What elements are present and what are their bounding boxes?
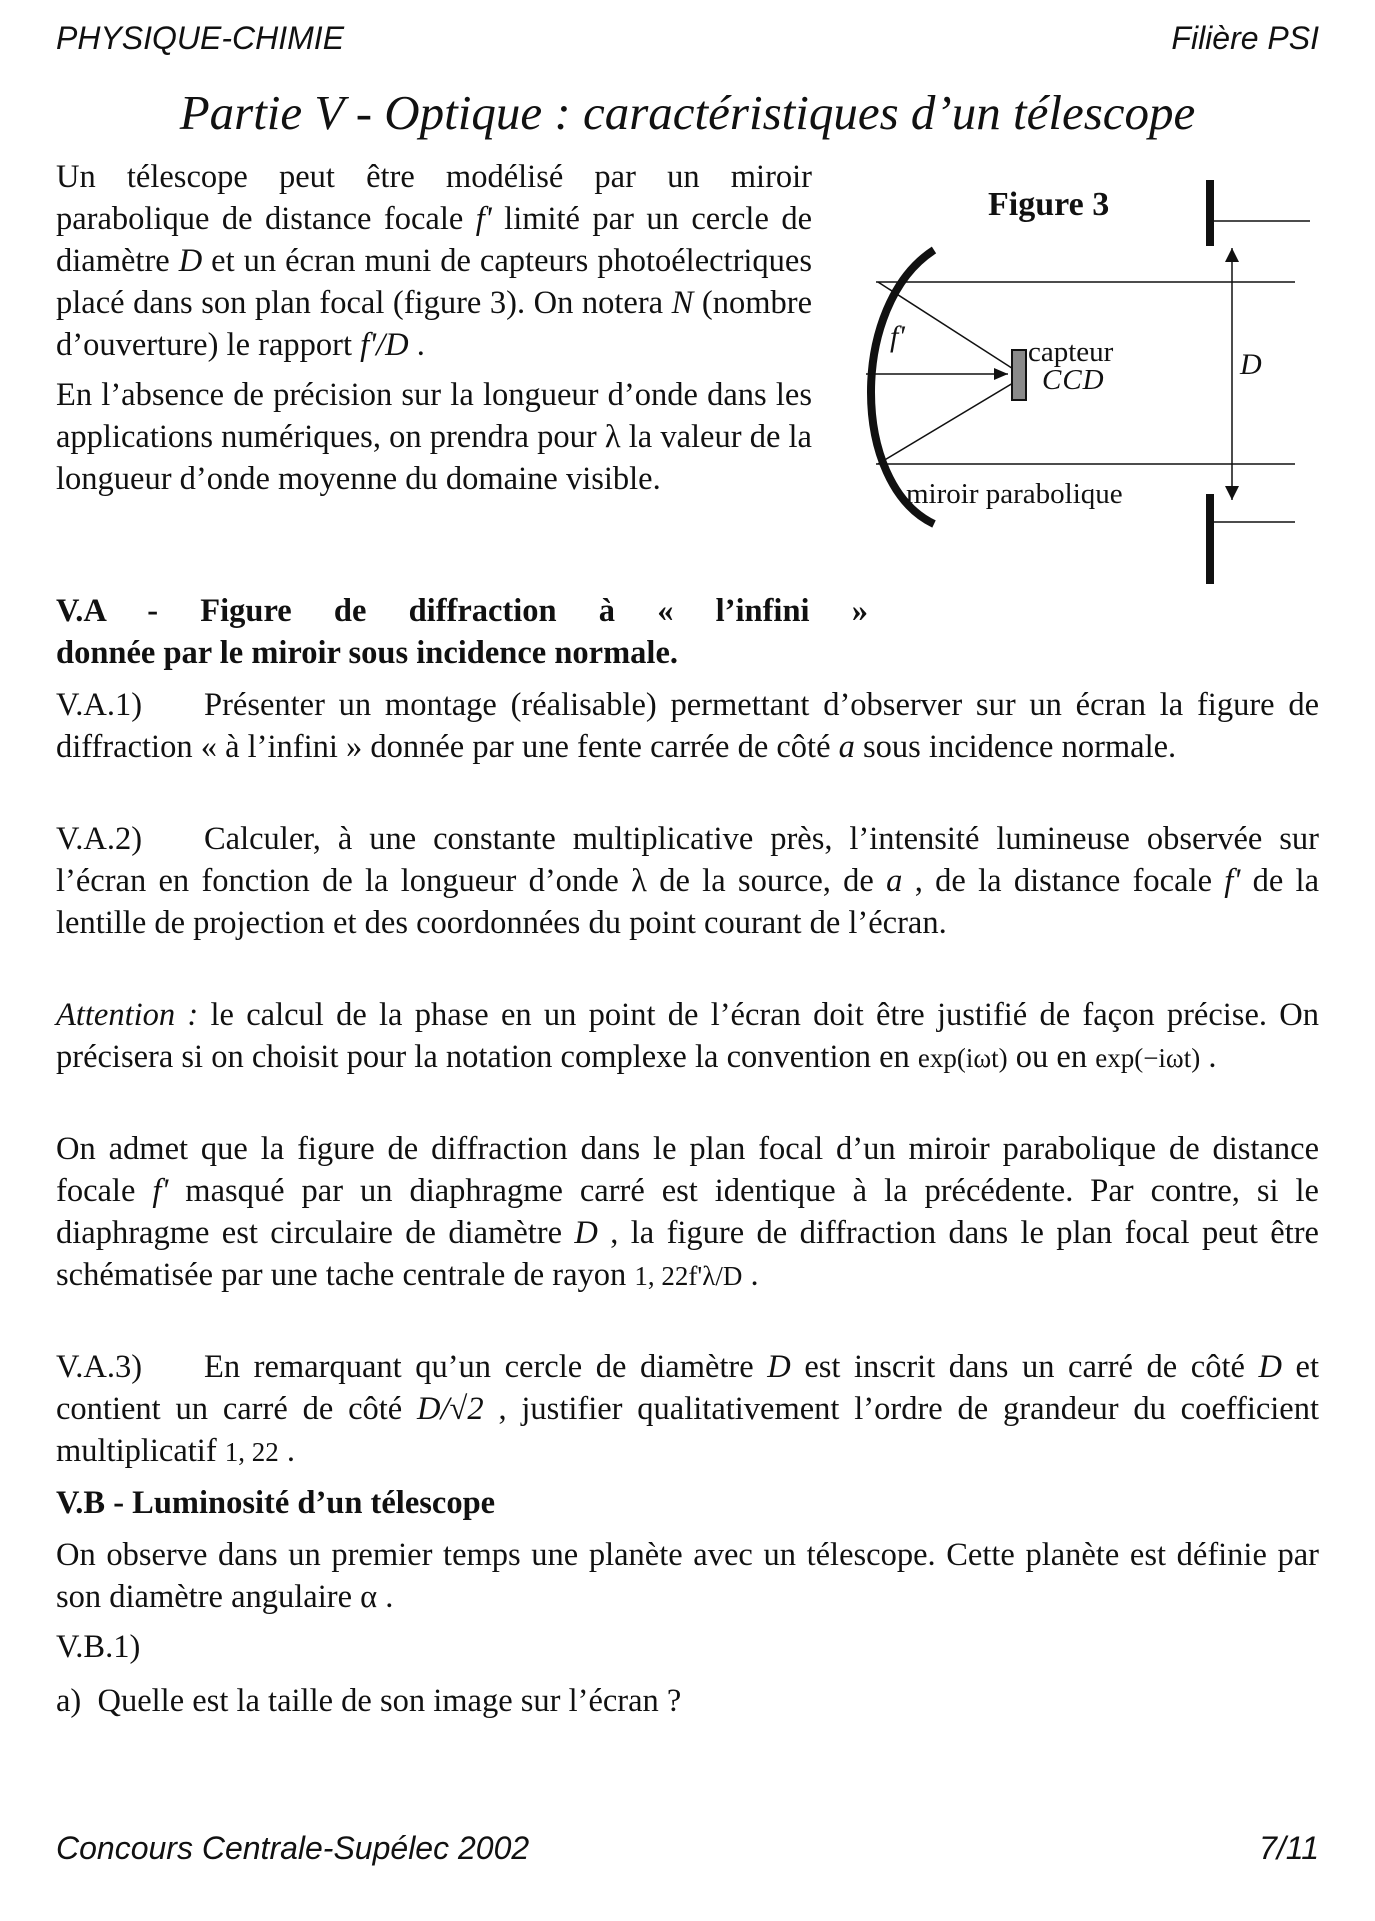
sensor-label: capteur [1028,336,1114,368]
reflected-ray-bottom [878,380,1018,464]
diameter-arrow-head-bottom [1225,486,1239,500]
header-track: Filière PSI [1171,20,1319,56]
header-subject: PHYSIQUE-CHIMIE [56,20,345,56]
focal-arrow-head [994,368,1008,380]
question-vb1-a: a) Quelle est la taille de son image sur l’écran ? [56,1683,682,1719]
figure-3 [830,164,1330,604]
section-a-heading: V.A - Figure de diffraction à « l’infini » donnée par le miroir sous incidence normale. [56,593,868,671]
question-vb1: V.B.1) [56,1629,141,1665]
section-b-heading: V.B - Luminosité d’un télescope [56,1485,496,1521]
intro-paragraph-2: En l’absence de précision sur la longueur d’onde dans les applications numériques, on prendra pour λ la valeur de la longueur d’onde moyenne du domaine visible. [56,377,812,497]
question-va1: V.A.1) Présenter un montage (réalisable) permettant d’observer sur un écran la figure de diffraction « à l’infini » donnée par une fente carrée de côté a sous incidence normale. [56,687,1319,765]
intro-paragraph-1: Un télescope peut être modélisé par un miroir parabolique de distance focale f' limité par un cercle de diamètre D et un écran muni de capteurs photoélectriques placé dans son plan focal (figure 3). On notera N (nombre d’ouverture) le rapport f'/D . [56,159,812,363]
question-va2: V.A.2) Calculer, à une constante multiplicative près, l’intensité lumineuse observée sur l’écran en fonction de la longueur d’onde λ de la source, de a , de la distance focale f' de la lentille de projection et des coordonnées du point courant de l’écran. [56,821,1319,941]
diameter-label: D [1240,348,1262,381]
ccd-sensor [1012,350,1026,400]
question-va3: V.A.3) En remarquant qu’un cercle de diamètre D est inscrit dans un carré de côté D et contient un carré de côté D/√2 , justifier qualitativement l’ordre de grandeur du coefficient multiplicatif 1, 22 . [56,1349,1320,1469]
intro-text [56,156,812,500]
section-b-paragraph: On observe dans un premier temps une planète avec un télescope. Cette planète est définie par son diamètre angulaire α . [56,1537,1319,1615]
sensor-type-label: CCD [1042,364,1105,396]
page-title: Partie V - Optique : caractéristiques d’un télescope [179,85,1196,140]
mirror-label: miroir parabolique [906,478,1123,510]
diameter-arrow-head-top [1225,248,1239,262]
attention-note: Attention : le calcul de la phase en un point de l’écran doit être justifié de façon précise. On précisera si on choisit pour la notation complexe la convention en exp(iωt) ou en exp(−iωt) . [56,997,1319,1075]
admet-paragraph: On admet que la figure de diffraction dans le plan focal d’un miroir parabolique de distance focale f' masqué par un diaphragme carré est identique à la précédente. Par contre, si le diaphragme est circulaire de diamètre D , la figure de diffraction dans le plan focal peut être schématisée par une tache centrale de rayon 1, 22f'λ/D . [56,1131,1319,1293]
footer-page: 7/11 [1259,1830,1319,1866]
figure-title: Figure 3 [988,186,1110,223]
footer-contest: Concours Centrale-Supélec 2002 [56,1830,530,1866]
focal-label: f' [890,320,905,353]
